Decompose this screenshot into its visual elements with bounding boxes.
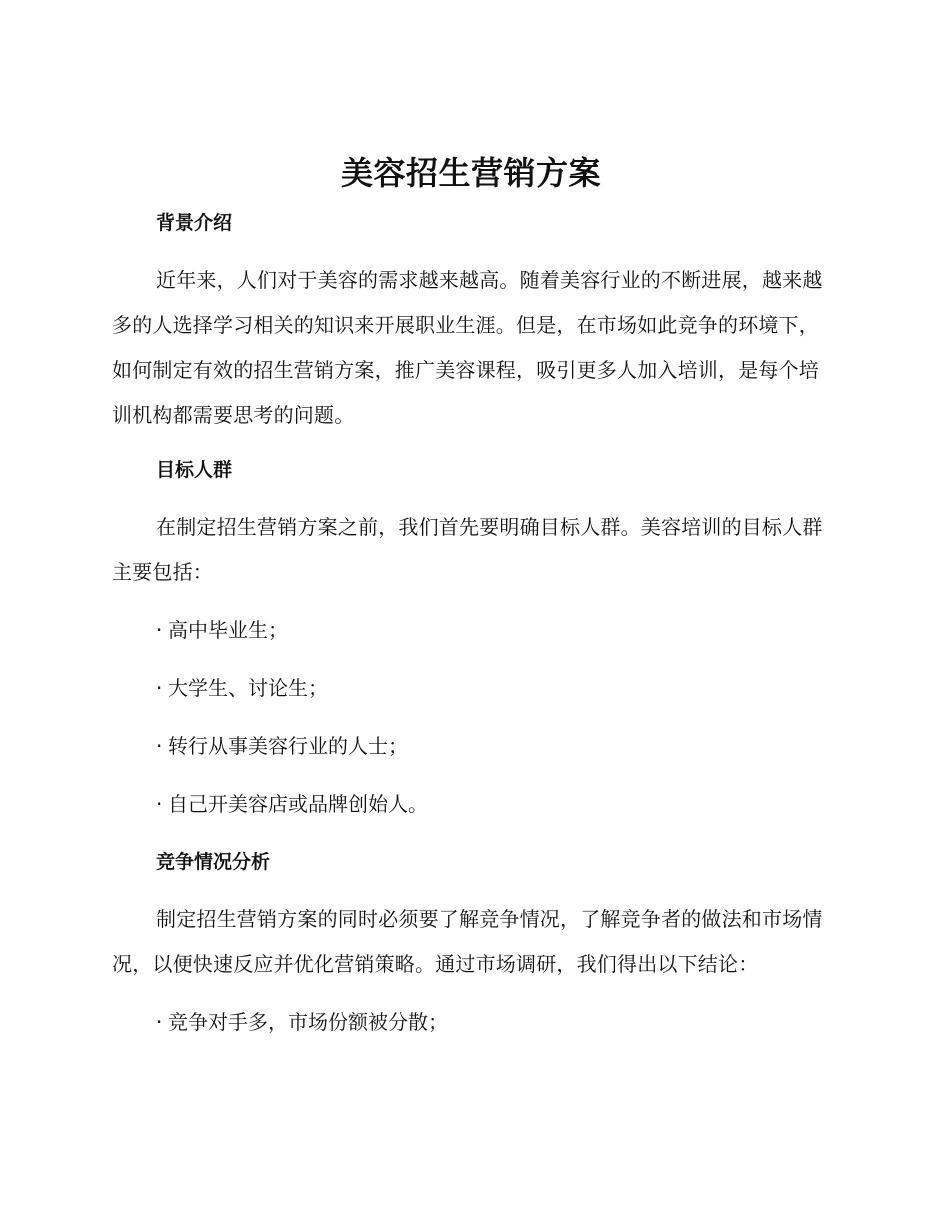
- paragraph-competition: 制定招生营销方案的同时必须要了解竞争情况，了解竞争者的做法和市场情况，以便快速反应并优化营销策略。通过市场调研，我们得出以下结论：: [112, 907, 823, 976]
- list-item: [112, 673, 830, 703]
- section-heading-background: 背景介绍: [156, 212, 233, 234]
- list-item-text: 自己开美容店或品牌创始人。: [168, 792, 428, 816]
- list-item-text: 竞争对手多，市场份额被分散；: [168, 1010, 448, 1034]
- section-heading-target: 目标人群: [156, 459, 233, 481]
- list-item-text: 转行从事美容行业的人士；: [168, 734, 408, 758]
- list-item: [112, 731, 830, 761]
- bullet-icon: ·: [156, 1010, 163, 1034]
- document-page: [112, 150, 830, 1037]
- paragraph-background: 近年来，人们对于美容的需求越来越高。随着美容行业的不断进展，越来越多的人选择学习相关的知识来开展职业生涯。但是，在市场如此竞争的环境下，如何制定有效的招生营销方案，推广美容课程，吸引更多人加入培训，是每个培训机构都需要思考的问题。: [112, 268, 823, 427]
- bullet-icon: ·: [156, 618, 163, 642]
- bullet-icon: ·: [156, 676, 163, 700]
- page-title: 美容招生营销方案: [340, 154, 601, 192]
- bullet-icon: ·: [156, 734, 163, 758]
- list-item: [112, 789, 830, 819]
- list-item: [112, 1007, 830, 1037]
- list-item-text: 大学生、讨论生；: [168, 676, 328, 700]
- list-item: [112, 615, 830, 645]
- paragraph-target: 在制定招生营销方案之前，我们首先要明确目标人群。美容培训的目标人群主要包括：: [112, 515, 823, 584]
- bullet-icon: ·: [156, 792, 163, 816]
- section-heading-competition: 竞争情况分析: [156, 851, 271, 873]
- list-item-text: 高中毕业生；: [168, 618, 288, 642]
